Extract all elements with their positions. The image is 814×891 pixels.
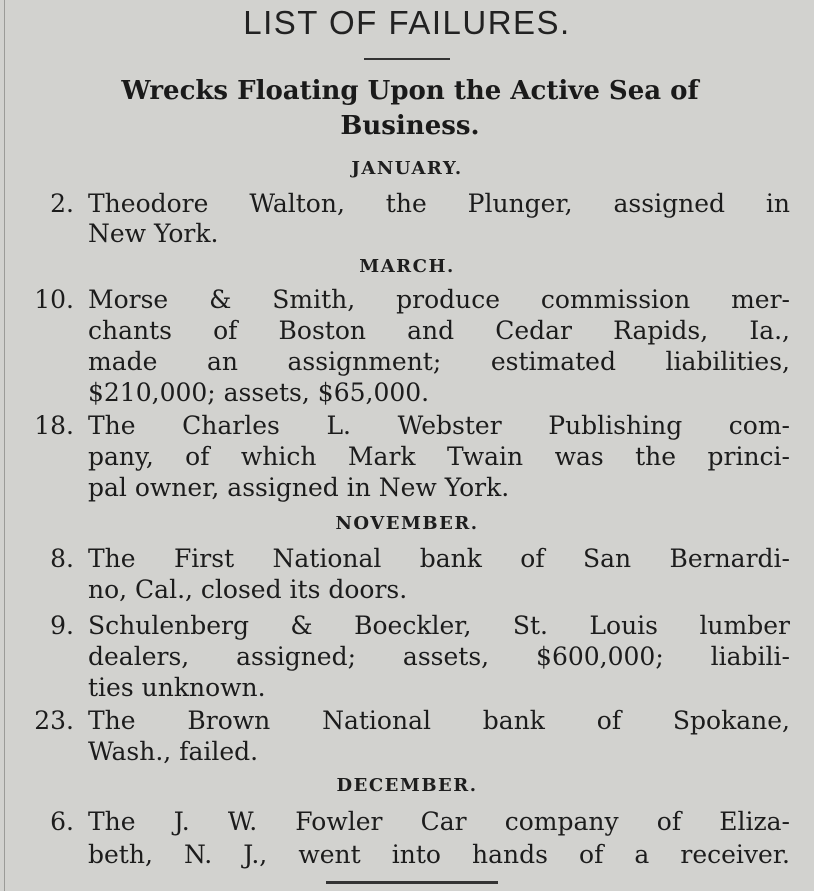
entry-line: New York. (88, 219, 219, 248)
entry-number: 23. (34, 706, 74, 735)
entry-line: Theodore Walton, the Plunger, assigned in (88, 189, 790, 218)
subheading-line: Business. (340, 111, 480, 141)
month-heading-march: MARCH. (359, 256, 455, 277)
entry-number: 10. (34, 285, 74, 314)
column-rule (4, 0, 5, 891)
entry-line: Schulenberg & Boeckler, St. Louis lumber (88, 611, 790, 640)
month-heading-december: DECEMBER. (336, 775, 478, 796)
month-heading-november: NOVEMBER. (335, 513, 479, 534)
article-title: LIST OF FAILURES. (243, 4, 571, 41)
entry-line: dealers, assigned; assets, $600,000; liabili- (88, 642, 790, 671)
entry-line: The Brown National bank of Spokane, (88, 706, 790, 735)
entry-line: pany, of which Mark Twain was the princi- (88, 442, 790, 471)
end-divider (326, 881, 498, 884)
entry-number: 18. (34, 411, 74, 440)
entry-line: ties unknown. (88, 673, 266, 702)
entry-line: no, Cal., closed its doors. (88, 575, 408, 604)
entry-line: The First National bank of San Bernardi- (88, 544, 790, 573)
entry-number: 9. (50, 611, 74, 640)
entry-number: 8. (50, 544, 74, 573)
title-divider (364, 58, 450, 60)
entry-line: The J. W. Fowler Car company of Eliza- (88, 807, 790, 836)
entry-line: pal owner, assigned in New York. (88, 473, 510, 502)
entry-line: beth, N. J., went into hands of a receiver. (88, 840, 790, 869)
entry-line: chants of Boston and Cedar Rapids, Ia., (88, 316, 790, 345)
entry-line: $210,000; assets, $65,000. (88, 378, 430, 407)
entry-line: Wash., failed. (88, 737, 259, 766)
entry-line: Morse & Smith, produce commission mer- (88, 285, 790, 314)
article-subheading (20, 74, 800, 144)
entry-number: 6. (50, 807, 74, 836)
month-heading-january: JANUARY. (351, 158, 463, 179)
entry-line: The Charles L. Webster Publishing com- (88, 411, 790, 440)
subheading-line: Wrecks Floating Upon the Active Sea of (121, 76, 699, 106)
entry-number: 2. (50, 189, 74, 218)
entry-line: made an assignment; estimated liabilities, (88, 347, 790, 376)
